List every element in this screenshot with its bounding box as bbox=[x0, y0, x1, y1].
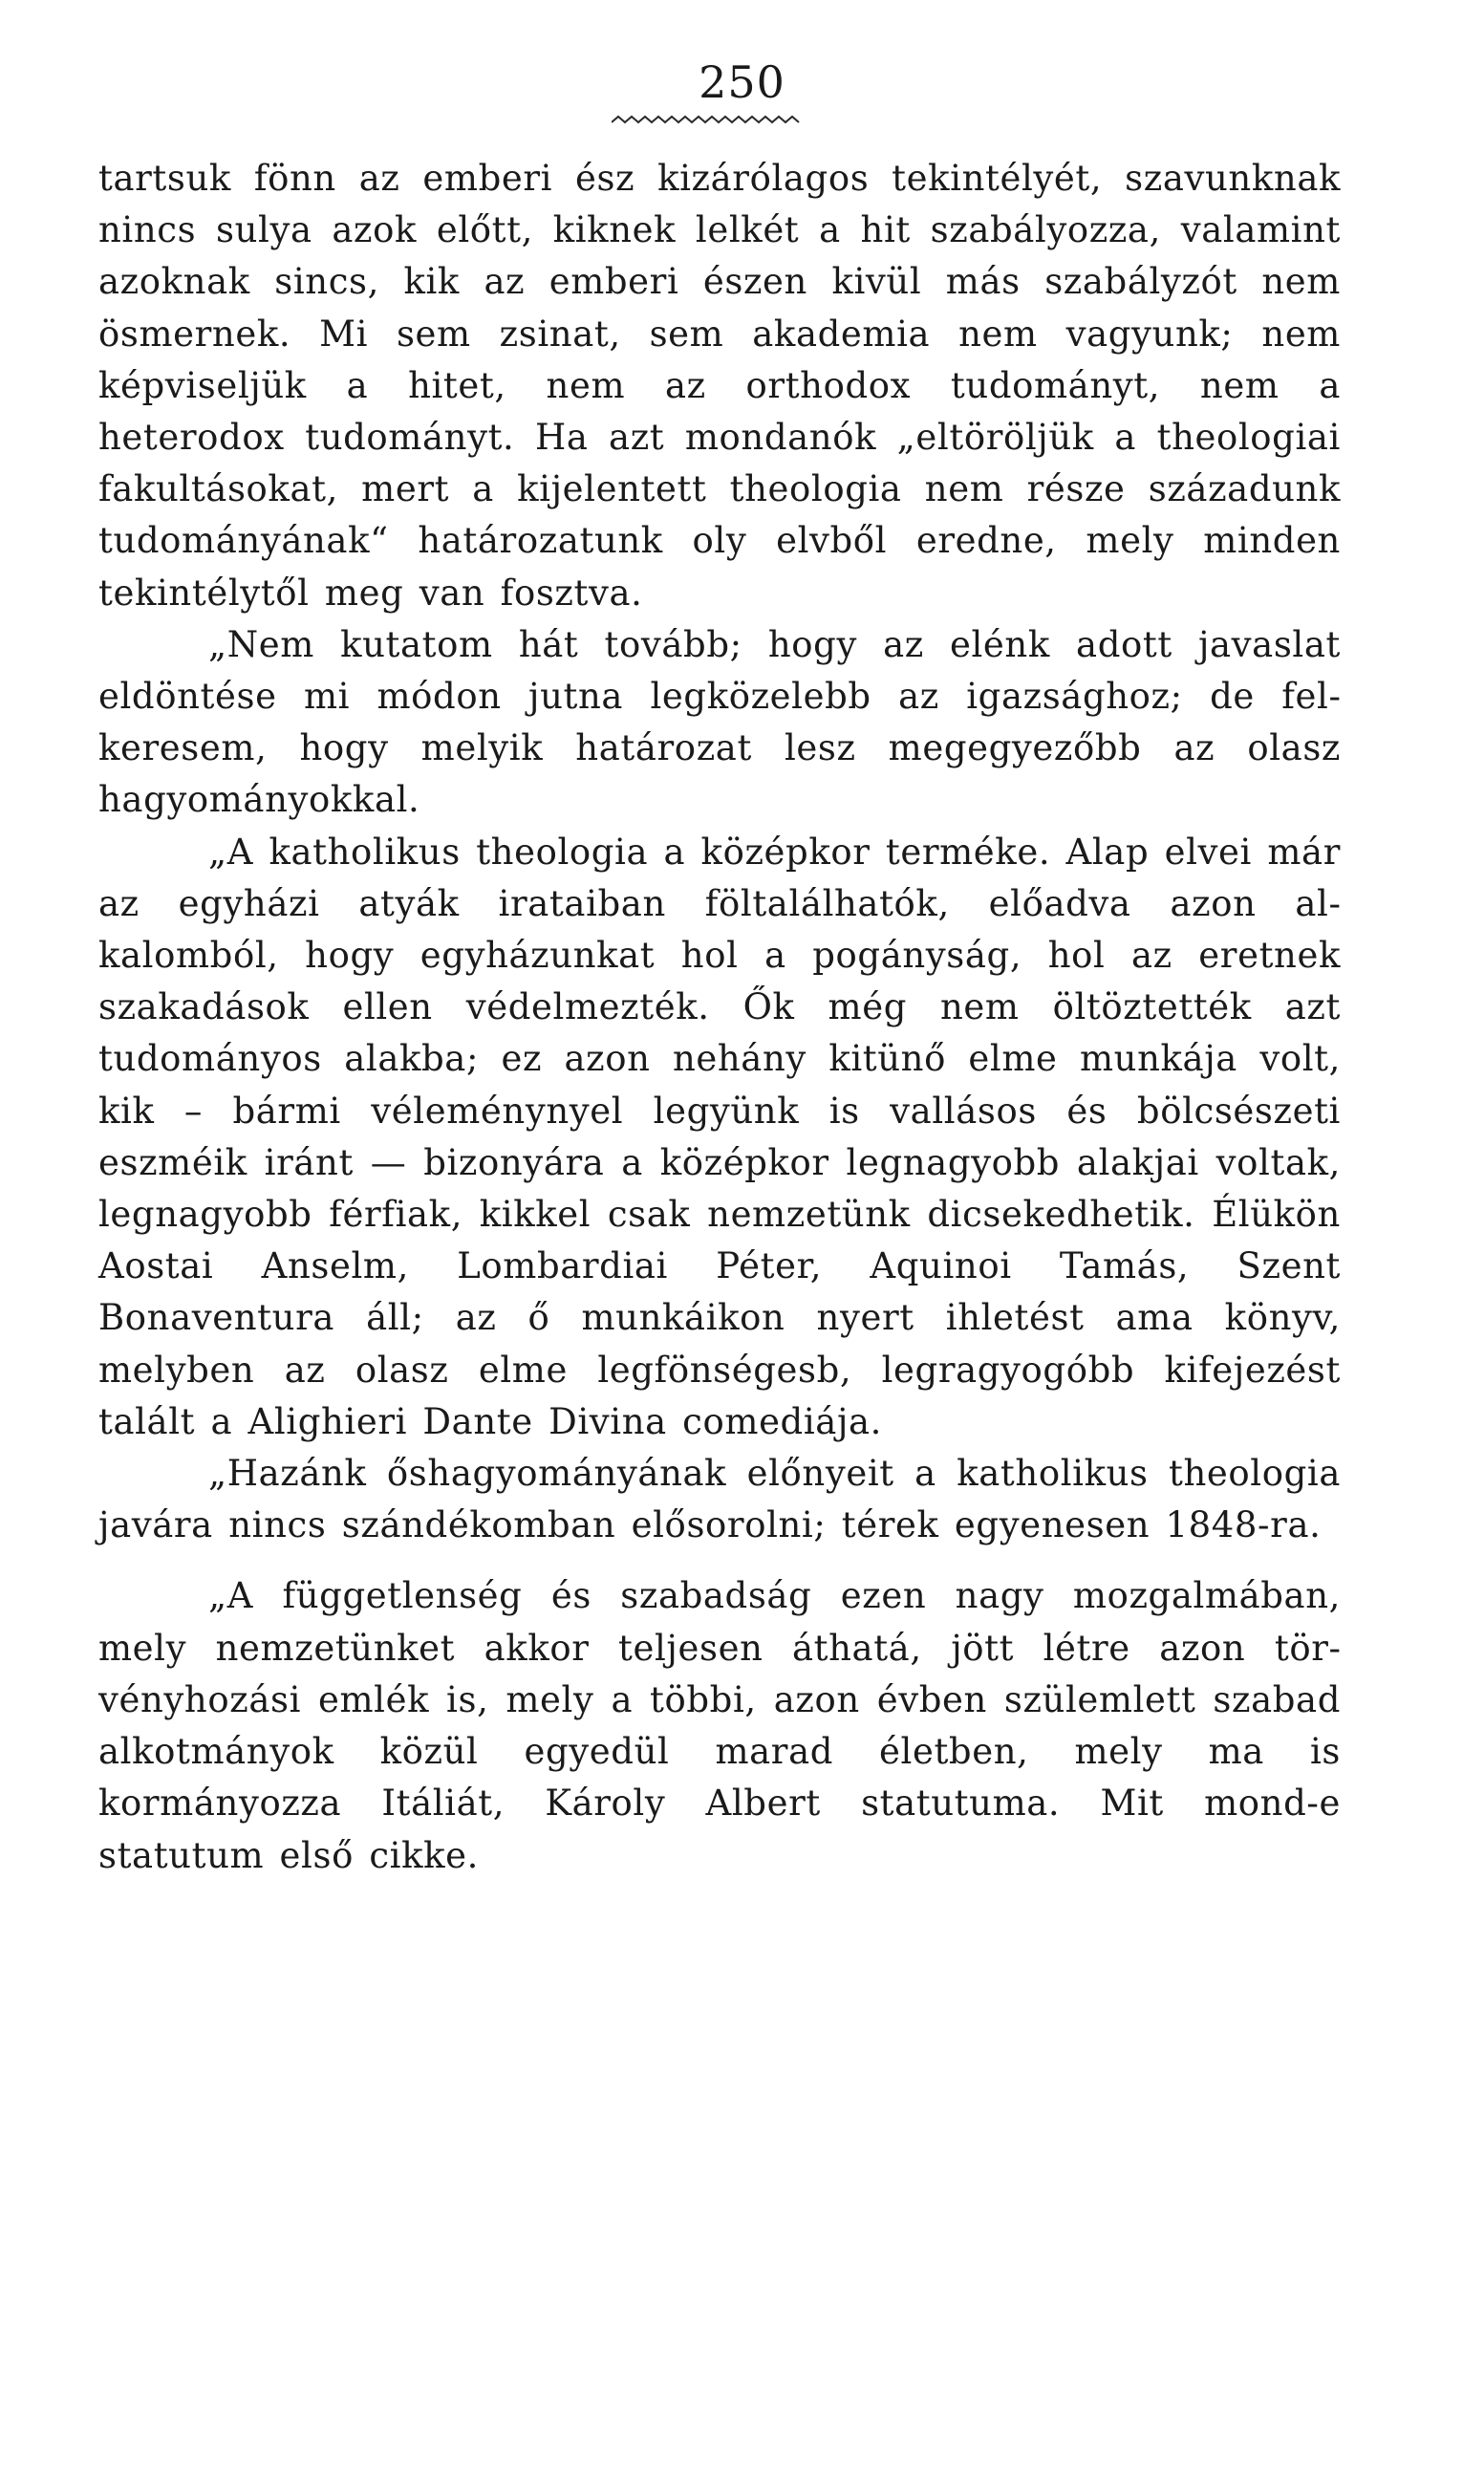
paragraph: tartsuk fönn az emberi ész kizárólagos tekintélyét, szavunknak nincs sulya azok előtt, kiknek lelkét a hit szabályozza, valamint azoknak sincs, kik az emberi észen kivül más szabályzót nem ösmernek. Mi sem zsinat, sem akademia nem vagyunk; nem képviseljük a hitet, nem az orthodox tudományt, nem a heterodox tudományt. Ha azt mondanók „eltöröljük a theologiai fakultásokat, mert a kijelentett theologia nem része századunk tudományának“ határozatunk oly elvből eredne, mely minden tekintélytől meg van fosztva. bbox=[98, 158, 1341, 614]
paragraph: „Hazánk őshagyományának előnyeit a katholikus theologia javára nincs szándékomban elősorolni; térek egyenesen 1848-ra. bbox=[98, 1453, 1341, 1546]
paragraph: „Nem kutatom hát tovább; hogy az elénk adott javaslat eldöntése mi módon jutna legközelebb az igazsághoz; de felkeresem, hogy melyik határozat lesz megegyezőbb az olasz hagyományokkal. bbox=[98, 623, 1341, 821]
page-number: 250 bbox=[699, 56, 785, 108]
body-text bbox=[98, 153, 1341, 1882]
wavy-ornament bbox=[612, 111, 803, 130]
paragraph: „A katholikus theologia a középkor terméke. Alap elvei már az egyházi atyák irataiban föltalálhatók, előadva azon alkalomból, hogy egyházunkat hol a pogányság, hol az eretnek szakadások ellen védelmezték. Ők még nem öltöztették azt tudományos alakba; ez azon nehány kitünő elme munkája volt, kik – bármi véleménynyel legyünk is vallásos és bölcsészeti eszméik iránt — bizonyára a középkor legnagyobb alakjai voltak, legnagyobb férfiak, kikkel csak nemzetünk dicsekedhetik. Élükön Aostai Anselm, Lombardiai Péter, Aquinoi Tamás, Szent Bonaventura áll; az ő munkáikon nyert ihletést ama könyv, melyben az olasz elme legfönségesb, legragyogóbb kifejezést talált a Alighieri Dante Divina comediája. bbox=[98, 831, 1341, 1442]
paragraph: „A függetlenség és szabadság ezen nagy mozgalmában, mely nemzetünket akkor teljesen áthatá, jött létre azon törvényhozási emlék is, mely a többi, azon évben szülemlett szabad alkotmányok közül egyedül marad életben, mely ma is kormányozza Itáliát, Károly Albert statutuma. Mit mond-e statutum első cikke. bbox=[98, 1575, 1341, 1876]
